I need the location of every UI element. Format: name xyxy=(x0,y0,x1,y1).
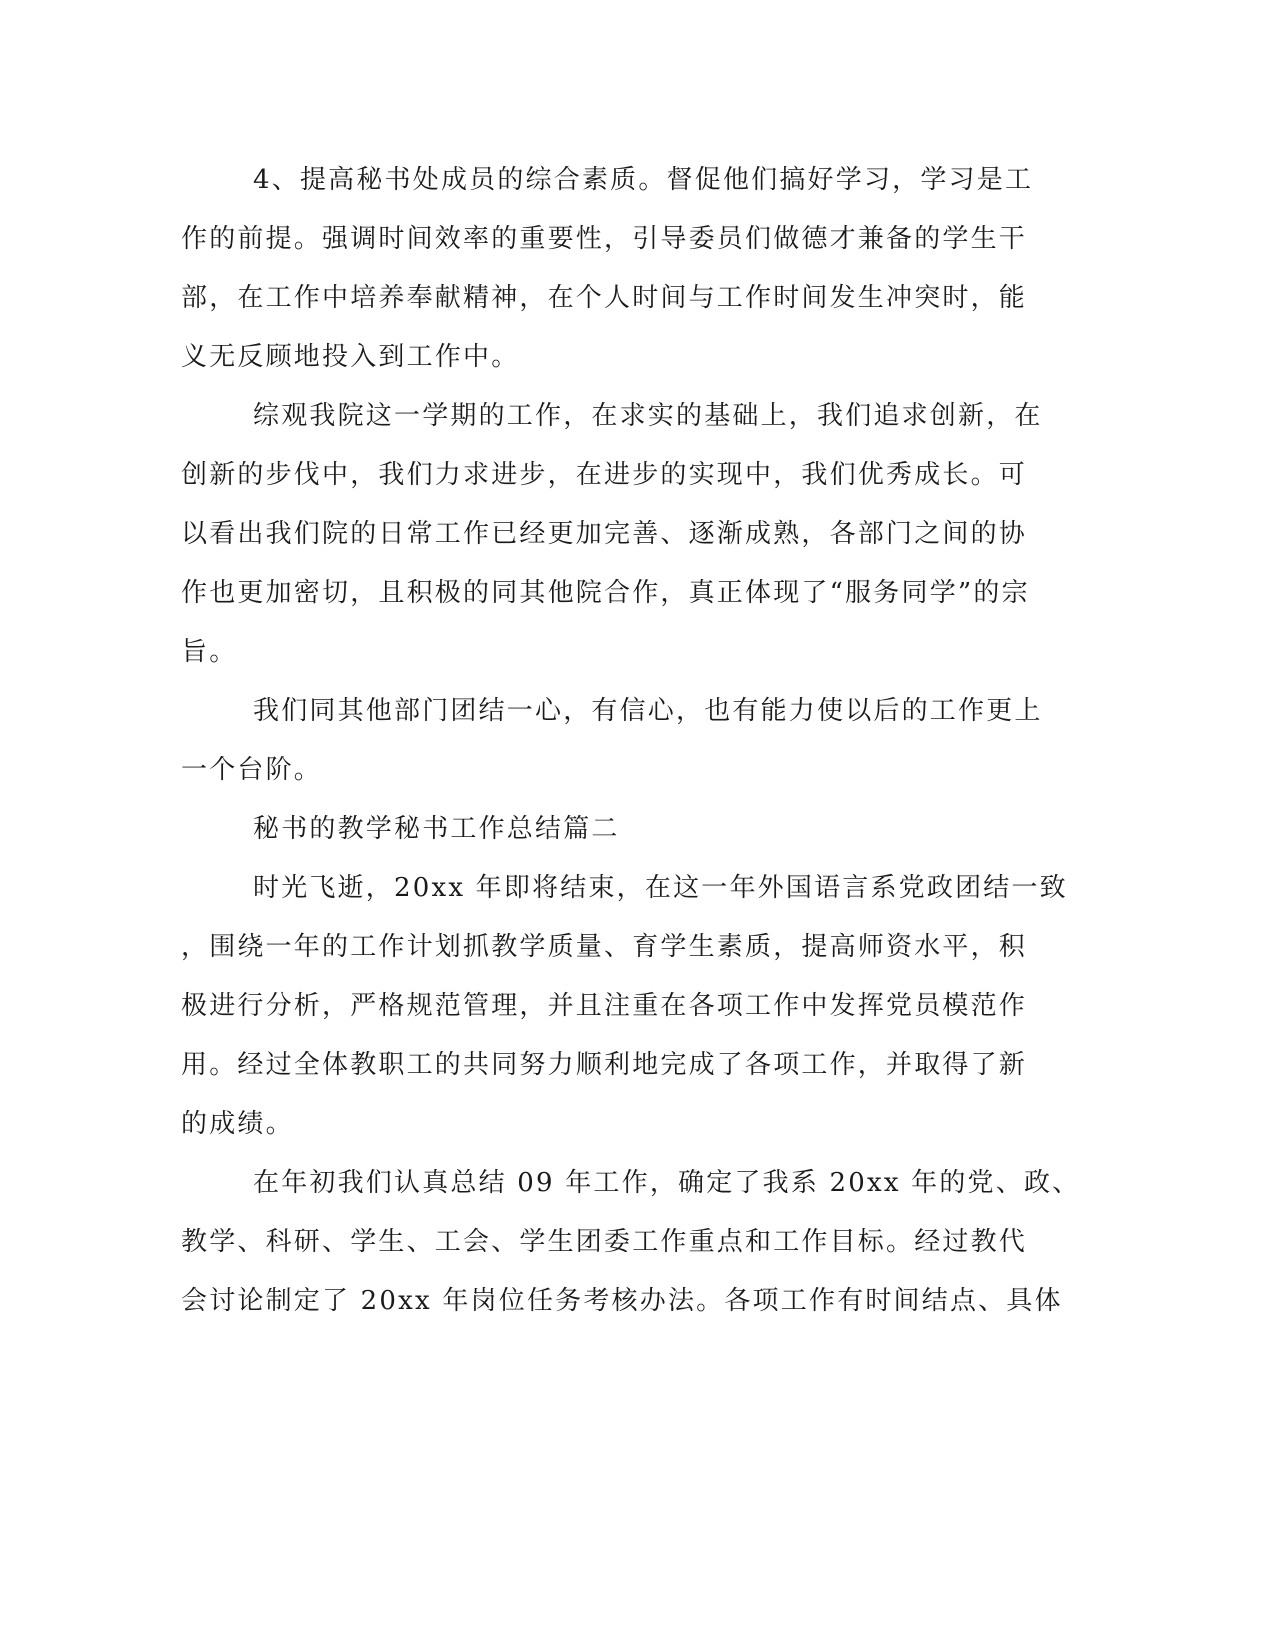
text-line: 我们同其他部门团结一心，有信心，也有能力使以后的工作更上 xyxy=(253,696,1043,726)
section-heading: 秘书的教学秘书工作总结篇二 xyxy=(253,814,620,844)
text-line: 的成绩。 xyxy=(181,1109,294,1139)
text-line: 综观我院这一学期的工作，在求实的基础上，我们追求创新，在 xyxy=(253,401,1043,431)
text-line: 创新的步伐中，我们力求进步，在进步的实现中，我们优秀成长。可 xyxy=(181,460,1028,490)
text-line: 极进行分析，严格规范管理，并且注重在各项工作中发挥党员模范作 xyxy=(181,991,1028,1021)
text-line: 作的前提。强调时间效率的重要性，引导委员们做德才兼备的学生干 xyxy=(181,224,1028,254)
text-line: 用。经过全体教职工的共同努力顺利地完成了各项工作，并取得了新 xyxy=(181,1050,1028,1080)
text-line: 旨。 xyxy=(181,637,238,667)
text-line: 教学、科研、学生、工会、学生团委工作重点和工作目标。经过教代 xyxy=(181,1227,1028,1257)
text-line: ，围绕一年的工作计划抓教学质量、育学生素质，提高师资水平，积 xyxy=(181,932,1028,962)
text-line: 义无反顾地投入到工作中。 xyxy=(181,342,520,372)
text-line: 以看出我们院的日常工作已经更加完善、逐渐成熟，各部门之间的协 xyxy=(181,519,1028,549)
text-line: 4、提高秘书处成员的综合素质。督促他们搞好学习，学习是工 xyxy=(253,165,1034,195)
text-line: 部，在工作中培养奉献精神，在个人时间与工作时间发生冲突时，能 xyxy=(181,283,1028,313)
text-line: 作也更加密切，且积极的同其他院合作，真正体现了“服务同学”的宗 xyxy=(181,578,1030,608)
text-line: 一个台阶。 xyxy=(181,755,323,785)
text-line: 会讨论制定了 20xx 年岗位任务考核办法。各项工作有时间结点、具体 xyxy=(181,1286,1063,1316)
text-line: 在年初我们认真总结 09 年工作，确定了我系 20xx 年的党、政、 xyxy=(253,1168,1081,1198)
text-line: 时光飞逝，20xx 年即将结束，在这一年外国语言系党政团结一致 xyxy=(253,873,1068,903)
